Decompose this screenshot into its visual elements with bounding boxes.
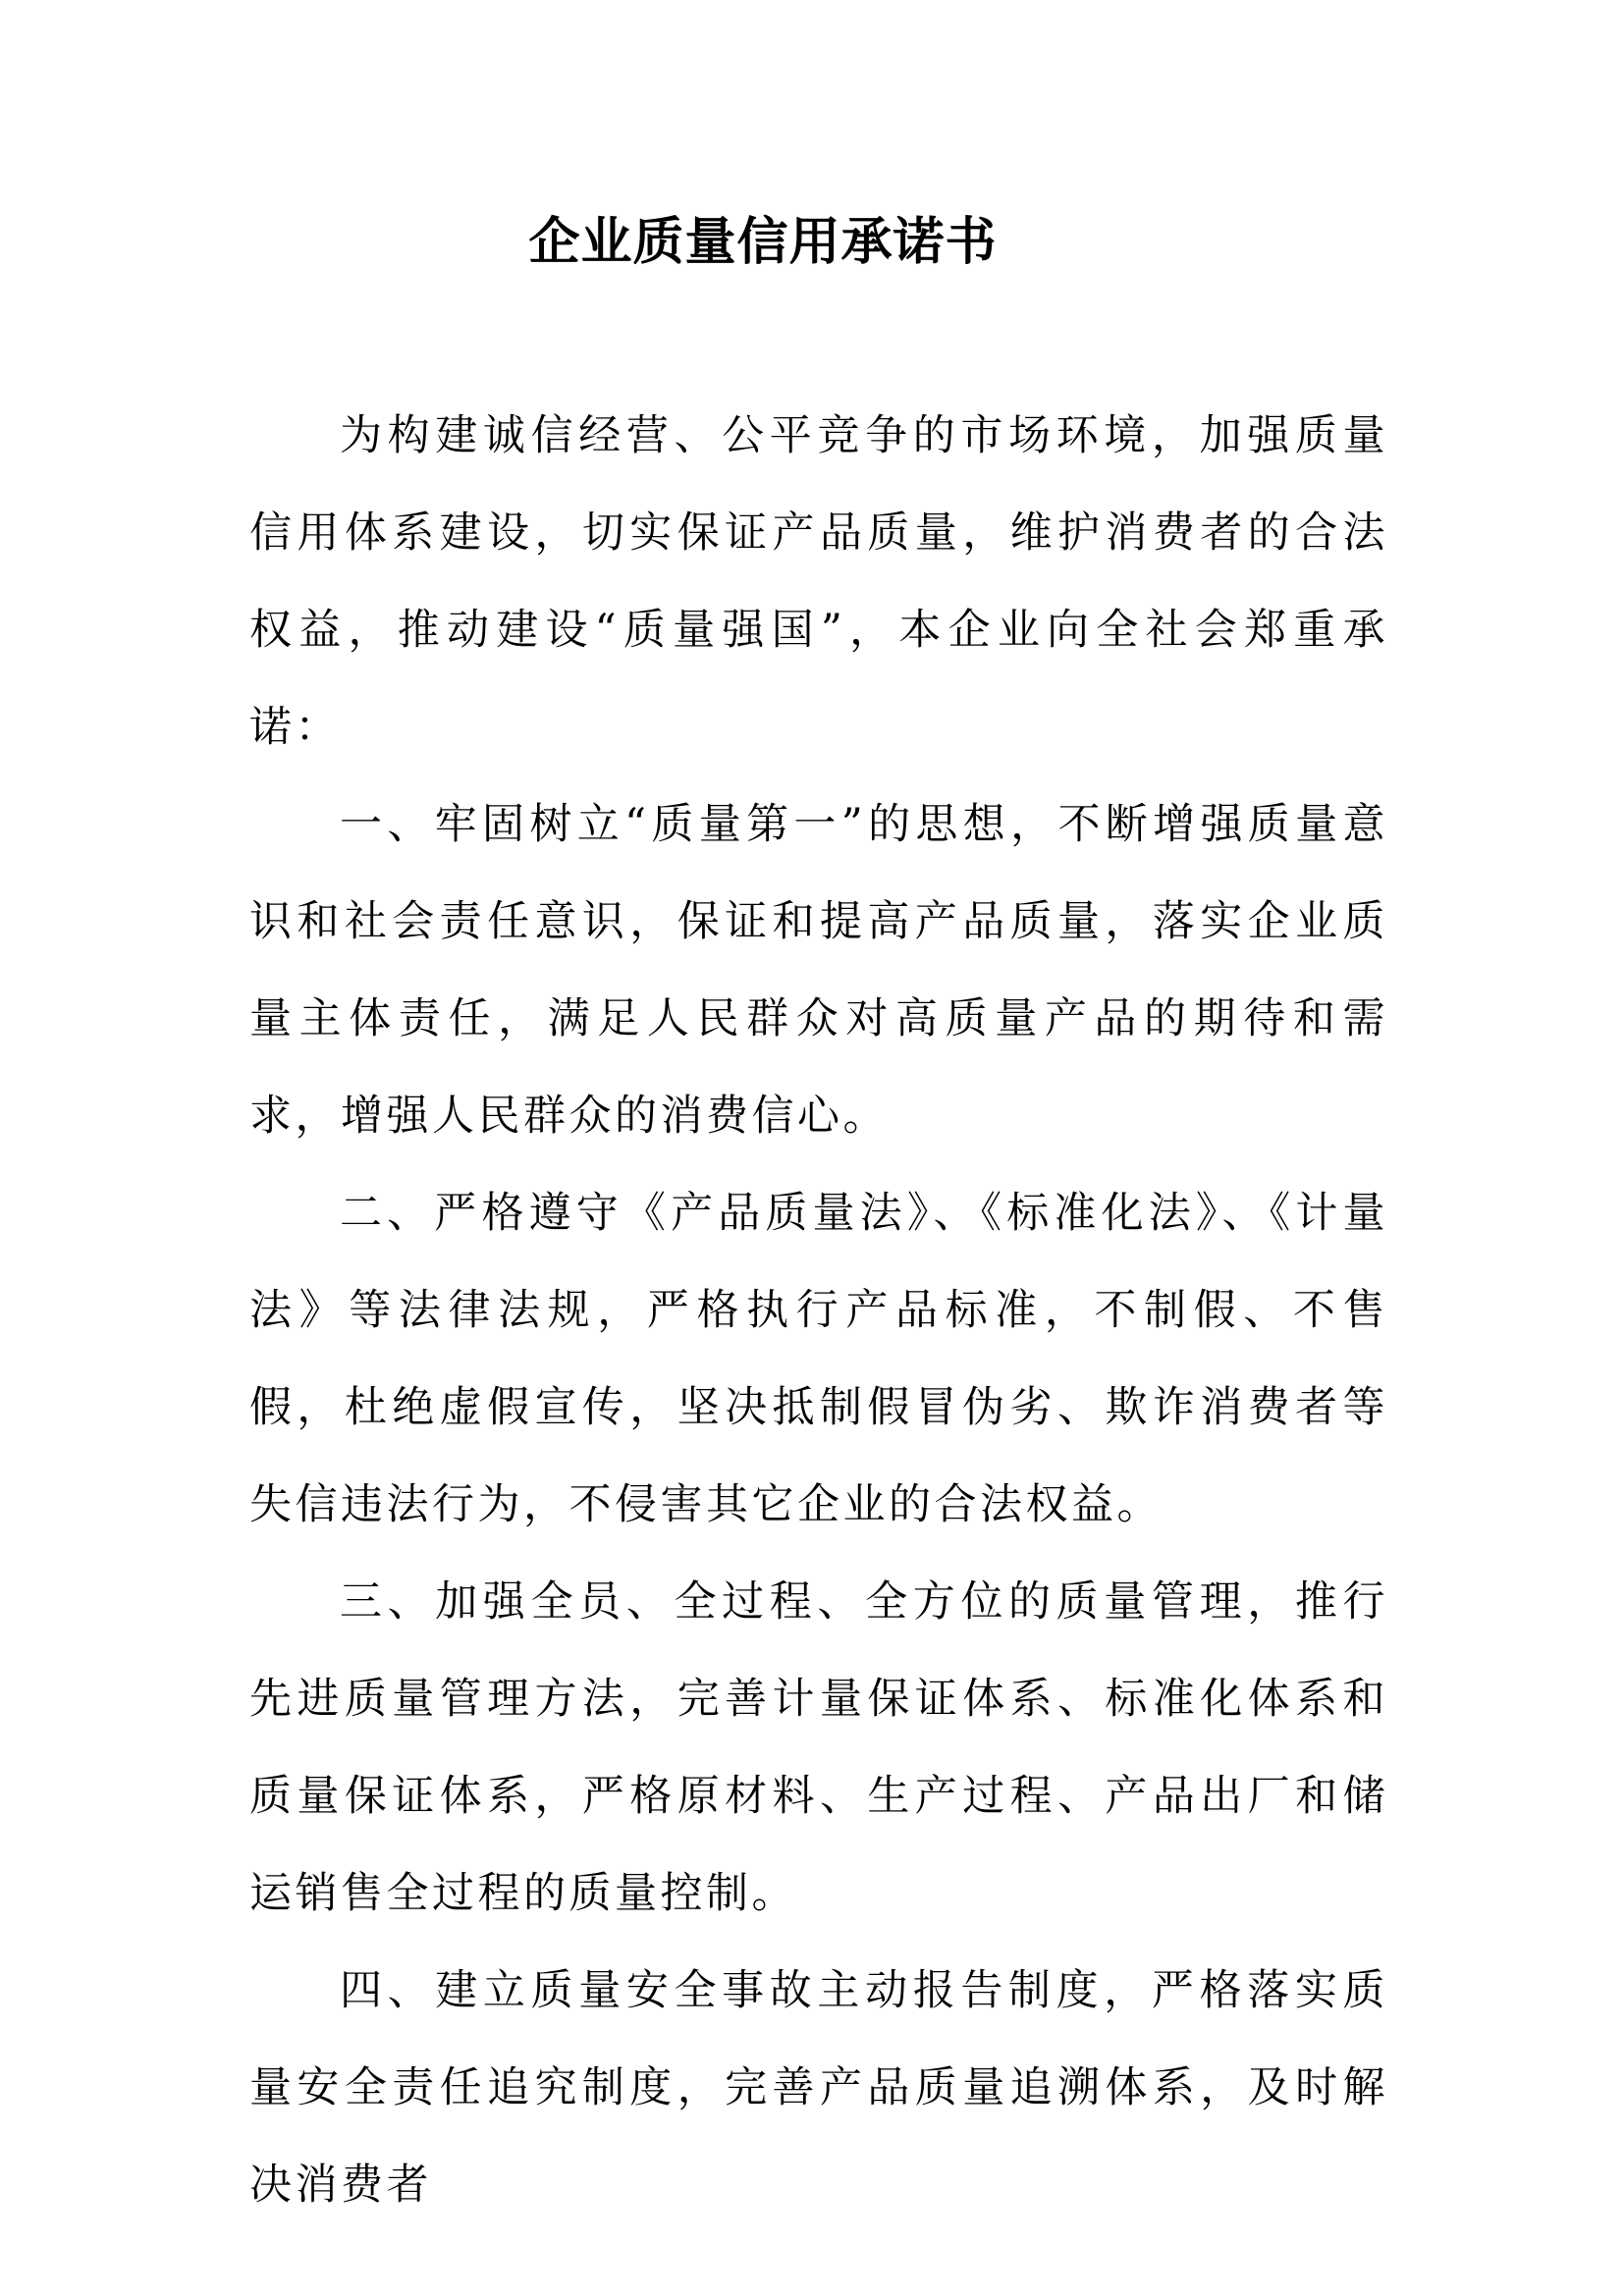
paragraph-intro: 为构建诚信经营、公平竞争的市场环境，加强质量信用体系建设，切实保证产品质量，维护消费者的合法权益，推动建设“质量强国”，本企业向全社会郑重承诺： xyxy=(249,411,1388,752)
document-title: 企业质量信用承诺书 xyxy=(528,213,998,272)
paragraph-commitment-3: 三、加强全员、全过程、全方位的质量管理，推行先进质量管理方法，完善计量保证体系、标准化体系和质量保证体系，严格原材料、生产过程、产品出厂和储运销售全过程的质量控制。 xyxy=(249,1577,1388,1918)
document-body xyxy=(249,388,1388,2234)
paragraph-commitment-4: 四、建立质量安全事故主动报告制度，严格落实质量安全责任追究制度，完善产品质量追溯体系，及时解决消费者 xyxy=(249,1966,1388,2210)
paragraph-commitment-1: 一、牢固树立“质量第一”的思想，不断增强质量意识和社会责任意识，保证和提高产品质量，落实企业质量主体责任，满足人民群众对高质量产品的期待和需求，增强人民群众的消费信心。 xyxy=(249,800,1388,1141)
paragraph-commitment-2: 二、严格遵守《产品质量法》、《标准化法》、《计量法》等法律法规，严格执行产品标准，不制假、不售假，杜绝虚假宣传，坚决抵制假冒伪劣、欺诈消费者等失信违法行为，不侵害其它企业的合法权益。 xyxy=(249,1189,1388,1529)
